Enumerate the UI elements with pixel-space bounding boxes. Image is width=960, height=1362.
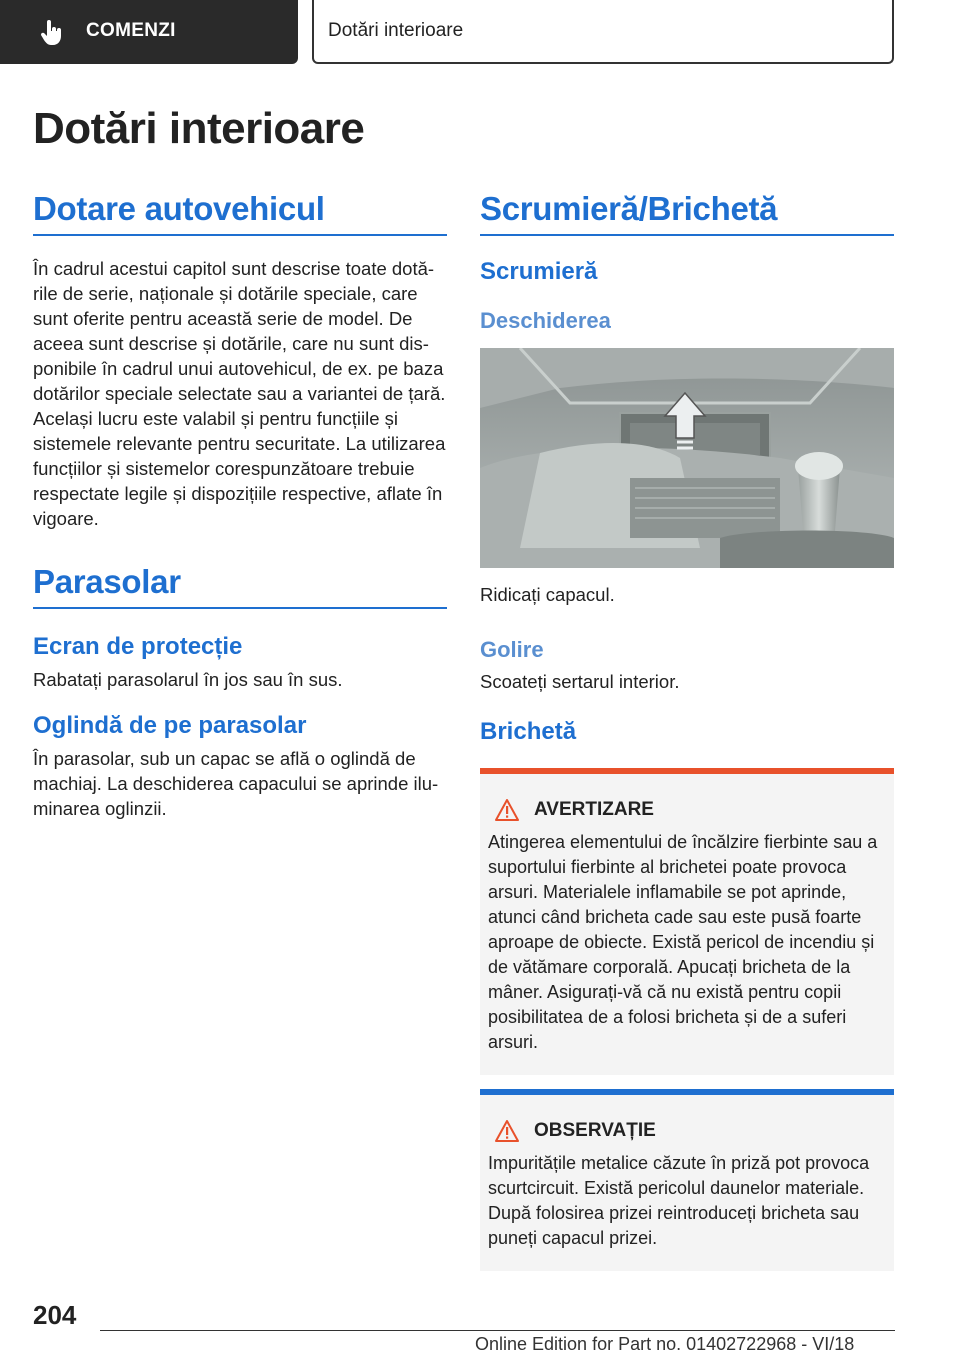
notice-triangle-icon [494, 1119, 520, 1143]
ecran-text: Rabatați parasolarul în jos sau în sus. [33, 669, 343, 690]
heading-ecran-protectie: Ecran de protecție [33, 633, 243, 660]
heading-scrumiera-bricheta: Scrumieră/Brichetă [480, 190, 894, 236]
notice-title: OBSERVAȚIE [534, 1120, 656, 1141]
heading-golire: Golire [480, 637, 544, 662]
golire-text: Scoateți sertarul interior. [480, 671, 680, 692]
section-tab-label: COMENZI [86, 20, 176, 41]
footer-edition: Online Edition for Part no. 01402722968 - VI/18 [475, 1334, 855, 1354]
hand-pointer-icon [40, 20, 64, 46]
right-column [480, 190, 894, 1271]
heading-bricheta: Brichetă [480, 718, 577, 745]
warning-box [480, 768, 894, 1075]
section-tab[interactable] [0, 0, 298, 64]
heading-parasolar: Parasolar [33, 563, 447, 609]
footer-divider [100, 1330, 895, 1331]
notice-box [480, 1089, 894, 1271]
oglinda-text: În parasolar, sub un capac se află o oglindă de machiaj. La deschiderea capacului se aprinde iluminarea oglinzii. [33, 748, 439, 819]
chapter-tab[interactable] [312, 0, 894, 64]
warning-text: Atingerea elementului de încălzire fierbinte sau a suportului fierbinte al brichetei poate provoca arsuri. Materialele inflamabile se pot aprinde, atunci când bricheta cade sau este pusă foarte aproape de obiecte. Există pericol de incendiu și de vătămare corporală. Apucați bricheta de la mâner. Asigurați-vă că nu există pentru copii posibilitatea de a folosi bricheta și de a suferi arsuri. [488, 832, 878, 1052]
notice-text: Impuritățile metalice căzute în priză pot provoca scurtcircuit. Există pericolul daunelor materiale. După folosirea prizei reintroduceți bricheta sau puneți capacul prizei. [488, 1153, 870, 1248]
top-navigation [0, 0, 960, 66]
heading-dotare-autovehicul: Dotare autovehicul [33, 190, 447, 236]
page-number: 204 [33, 1300, 77, 1330]
heading-scrumiera: Scrumieră [480, 258, 598, 285]
warning-triangle-icon [494, 798, 520, 822]
warning-title: AVERTIZARE [534, 799, 654, 820]
heading-deschiderea: Deschiderea [480, 308, 611, 333]
page-title: Dotări interioare [33, 104, 365, 153]
heading-oglinda-parasolar: Oglindă de pe parasolar [33, 712, 307, 739]
chapter-tab-label: Dotări interioare [328, 20, 464, 41]
dotare-text: În cadrul acestui capitol sunt descrise toate dotările de serie, naționale și dotările speciale, care sunt oferite pentru această serie de model. De aceea sunt descrise și dotările, care nu sunt disponibile în cadrul unui autovehicul, de ex. pe baza dotărilor speciale selectate sau a variantei de țară. Același lucru este valabil și pentru funcțiile și sistemele relevante pentru securitate. La utilizarea funcțiilor și sistemelor corespunzătoare trebuie respectate legile și dispozițiile respective, aflate în vigoare. [33, 258, 446, 529]
deschiderea-text: Ridicați capacul. [480, 584, 615, 605]
left-column [33, 190, 447, 821]
ashtray-photo [480, 348, 894, 568]
